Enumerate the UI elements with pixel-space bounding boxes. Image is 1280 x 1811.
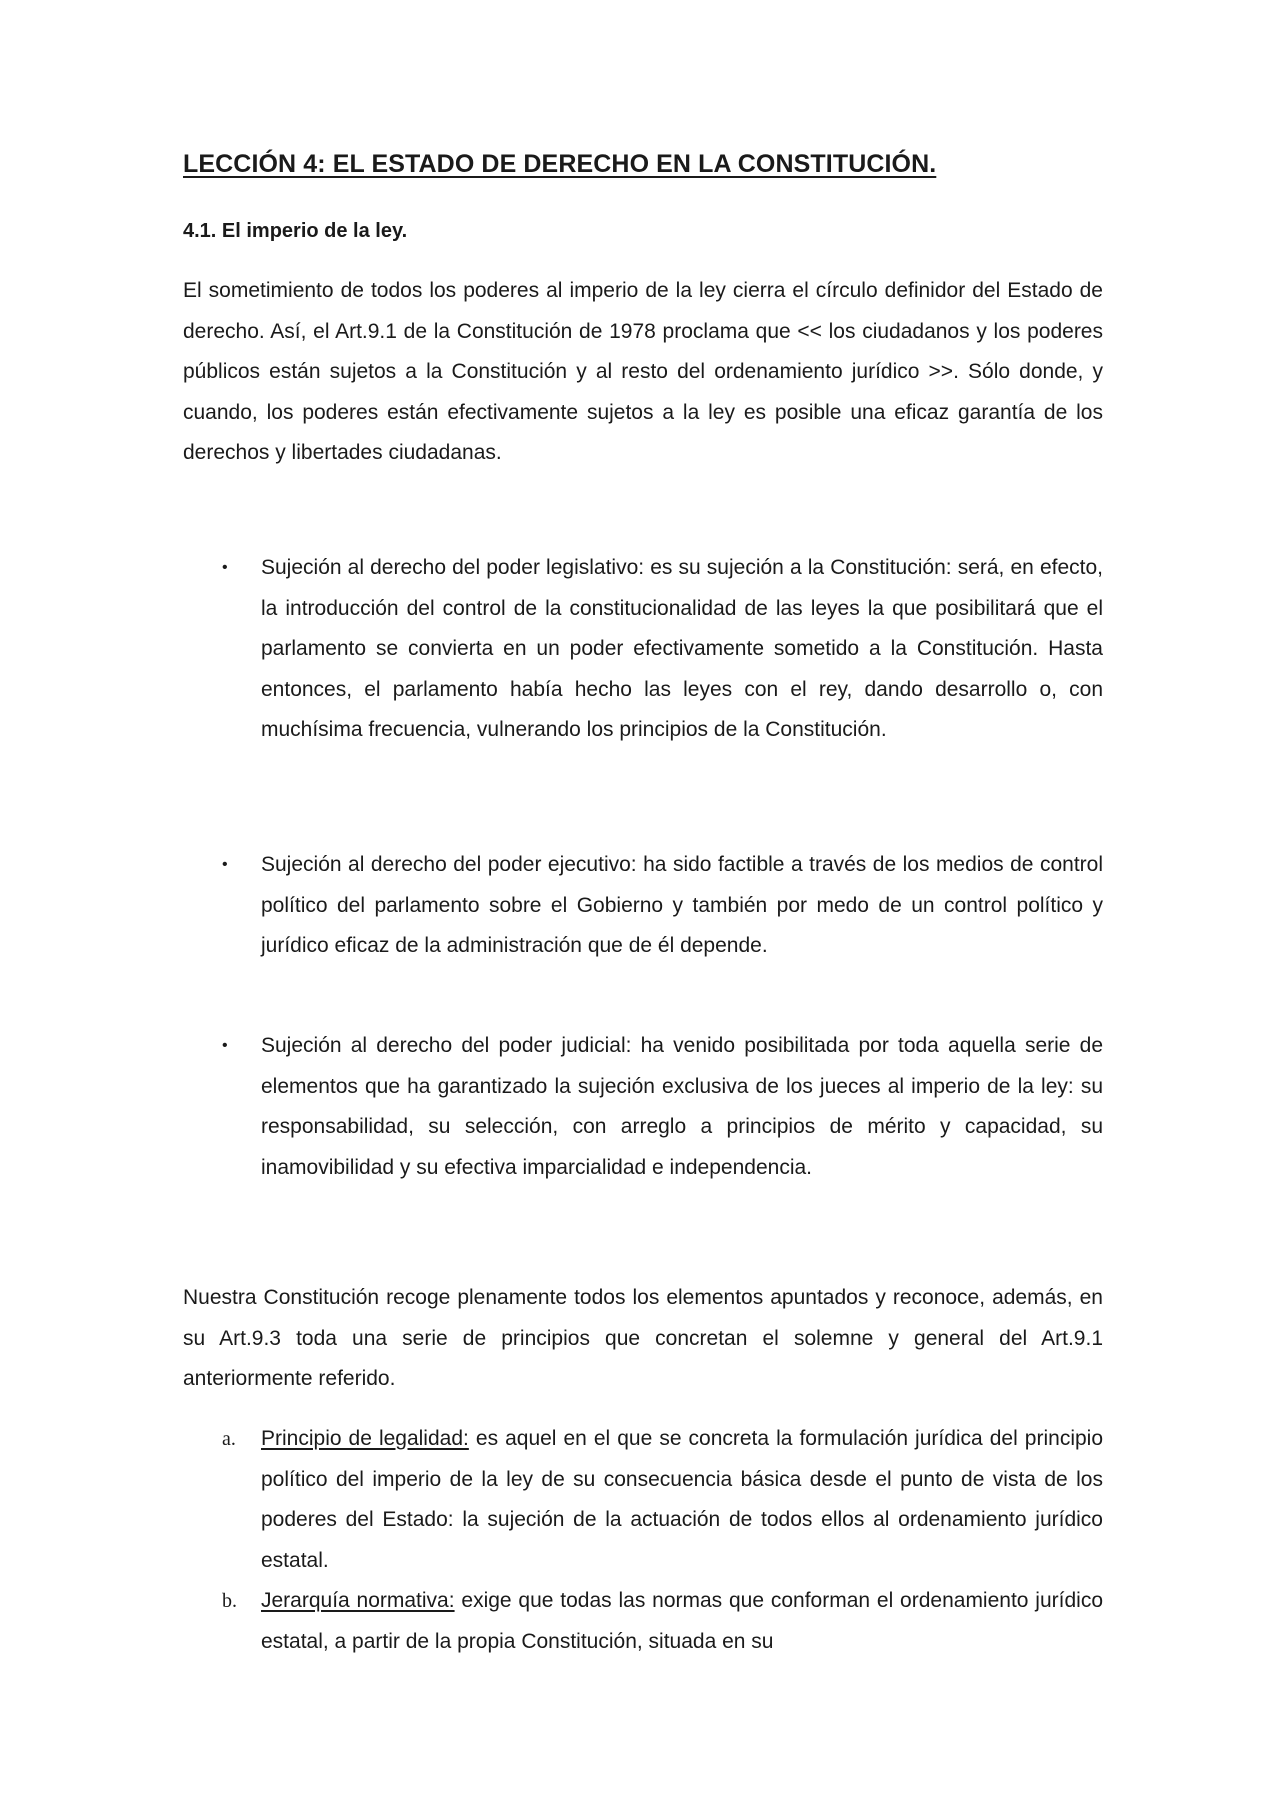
lesson-title: LECCIÓN 4: EL ESTADO DE DERECHO EN LA CONSTITUCIÓN. <box>183 150 937 178</box>
bullet-text: Sujeción al derecho del poder judicial: ha venido posibilitada por toda aquella serie de elementos que ha garantizado la sujeción exclusiva de los jueces al imperio de la ley: su responsabilidad, su selección, con arreglo a principios de mérito y capacidad, su inamovibilidad y su efectiva imparcialidad e independencia. <box>261 1034 1103 1179</box>
section-heading: 4.1. El imperio de la ley. <box>183 220 408 242</box>
list-item <box>222 1419 1103 1581</box>
bullet-text: Sujeción al derecho del poder ejecutivo: ha sido factible a través de los medios de control político del parlamento sobre el Gobierno y también por medo de un control político y jurídico eficaz de la administración que de él depende. <box>261 853 1103 957</box>
list-letter-marker: b. <box>222 1590 237 1612</box>
bullet-marker: • <box>222 1037 228 1054</box>
list-item <box>222 548 1103 751</box>
principle-text <box>261 1581 1103 1662</box>
list-item <box>222 1026 1103 1188</box>
principle-term: Principio de legalidad: <box>261 1427 469 1450</box>
list-letter-marker: a. <box>222 1428 236 1450</box>
intro-paragraph: El sometimiento de todos los poderes al imperio de la ley cierra el círculo definidor del Estado de derecho. Así, el Art.9.1 de la Constitución de 1978 proclama que << los ciudadanos y los poderes públicos están sujetos a la Constitución y al resto del ordenamiento jurídico >>. Sólo donde, y cuando, los poderes están efectivamente sujetos a la ley es posible una eficaz garantía de los derechos y libertades ciudadanas. <box>183 279 1103 464</box>
principle-description: es aquel en el que se concreta la formulación jurídica del principio político del imperio de la ley de su consecuencia básica desde el punto de vista de los poderes del Estado: la sujeción de la actuación de todos ellos al ordenamiento jurídico estatal. <box>261 1427 1104 1572</box>
list-item <box>222 1581 1103 1662</box>
principle-text <box>261 1419 1103 1581</box>
bullet-marker: • <box>222 856 228 873</box>
closing-paragraph: Nuestra Constitución recoge plenamente todos los elementos apuntados y reconoce, además, en su Art.9.3 toda una serie de principios que concretan el solemne y general del Art.9.1 anteriormente referido. <box>183 1286 1103 1390</box>
bullet-marker: • <box>222 559 228 576</box>
principle-description: exige que todas las normas que conforman el ordenamiento jurídico estatal, a partir de la propia Constitución, situada en su <box>261 1589 1103 1653</box>
bullet-text: Sujeción al derecho del poder legislativo: es su sujeción a la Constitución: será, en efecto, la introducción del control de la constitucionalidad de las leyes la que posibilitará que el parlamento se convierta en un poder efectivamente sometido a la Constitución. Hasta entonces, el parlamento había hecho las leyes con el rey, dando desarrollo o, con muchísima frecuencia, vulnerando los principios de la Constitución. <box>261 556 1103 741</box>
principle-term: Jerarquía normativa: <box>261 1589 455 1612</box>
list-item <box>222 845 1103 967</box>
